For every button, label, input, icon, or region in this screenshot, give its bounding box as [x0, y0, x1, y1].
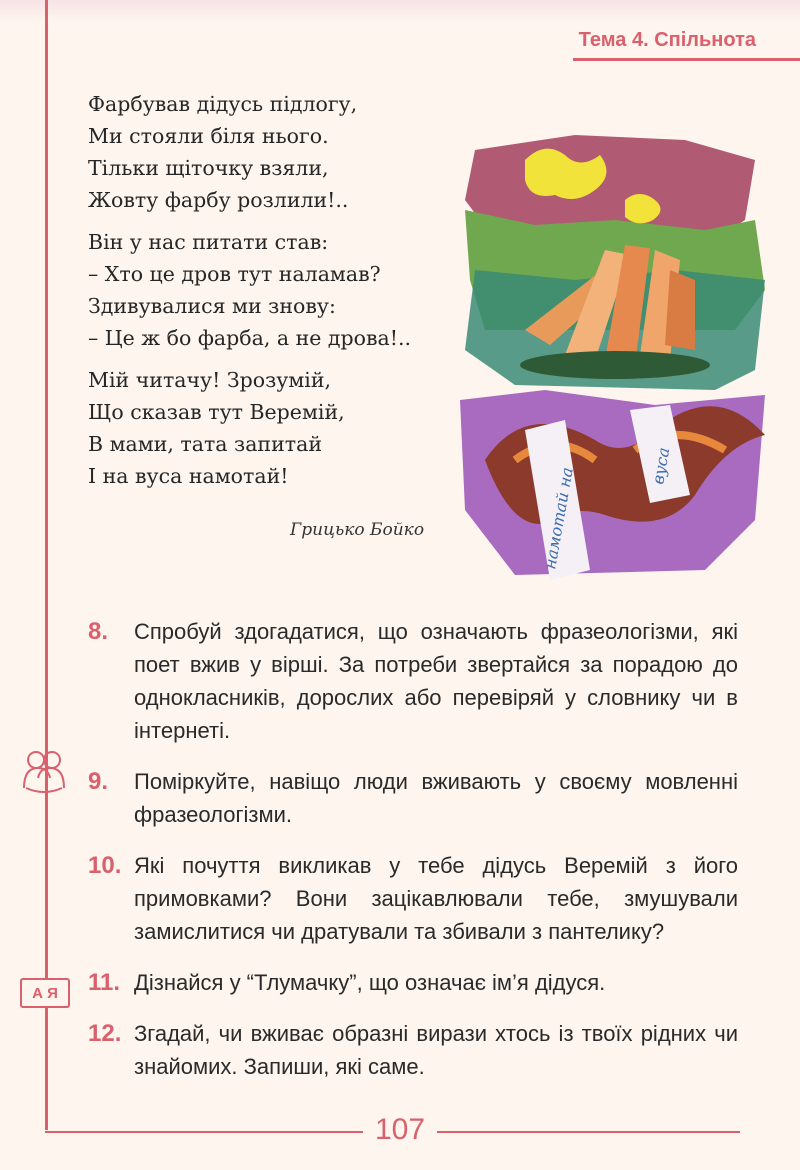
poem-line: Фарбував дідусь підлогу, [88, 92, 358, 116]
task-number: 12. [88, 1020, 122, 1047]
task-item [88, 1017, 738, 1083]
poem-illustration [455, 130, 775, 590]
margin-line [45, 0, 48, 1130]
poem-line: Жовту фарбу розлили!.. [88, 188, 349, 212]
dictionary-icon [20, 978, 70, 1008]
header [579, 20, 800, 60]
poem-stanza [88, 226, 468, 354]
task-item [88, 966, 738, 999]
poem-stanza [88, 364, 468, 492]
task-text: Дізнайся у “Тлумачку”, що означає ім’я дідуся. [134, 970, 606, 995]
poem-line: І на вуса намотай! [88, 464, 289, 488]
poem-line: В мами, тата запитай [88, 432, 322, 456]
footer-rule-left [45, 1131, 363, 1133]
task-number: 11. [88, 969, 121, 996]
task-text: Згадай, чи вживає образні вирази хтось із твоїх рідних чи знайомих. Запиши, які саме. [134, 1021, 738, 1079]
footer-rule-right [437, 1131, 740, 1133]
poem-line: Він у нас питати став: [88, 230, 329, 254]
task-text: Спробуй здогадатися, що означають фразеологізми, які поет вжив у вірші. За потреби звертайся за порадою до однокласників, дорослих або перевіряй у словнику чи в інтернеті. [134, 619, 738, 743]
ribbon-text-right: вуса [648, 445, 674, 486]
task-list [88, 615, 738, 1101]
page-number: 107 [374, 1113, 426, 1146]
poem [88, 88, 468, 502]
poem-line: – Хто це дров тут наламав? [88, 262, 381, 286]
header-rule [573, 58, 800, 61]
poem-line: Що сказав тут Веремій, [88, 400, 345, 424]
task-item [88, 615, 738, 747]
task-item [88, 849, 738, 948]
ribbon-text-left: намотай на [540, 465, 577, 571]
task-text: Які почуття викликав у тебе дідусь Веремій з його примовками? Вони зацікавлювали тебе, змушували замислитися чи дратували та збивали з пантелику? [134, 853, 738, 944]
poem-line: – Це ж бо фарба, а не дрова!.. [88, 326, 412, 350]
task-text: Поміркуйте, навіщо люди вживають у своєму мовленні фразеологізми. [134, 769, 738, 827]
page-top-band [0, 0, 800, 22]
dictionary-icon-label: А Я [32, 984, 58, 1002]
poem-author: Грицько Бойко [290, 520, 425, 540]
pair-work-icon [20, 748, 68, 796]
poem-stanza [88, 88, 468, 216]
task-item [88, 765, 738, 831]
task-number: 8. [88, 618, 109, 645]
task-number: 9. [88, 768, 109, 795]
poem-line: Тільки щіточку взяли, [88, 156, 329, 180]
topic-title: Тема 4. Спільнота [578, 28, 756, 51]
task-number: 10. [88, 852, 122, 879]
poem-line: Ми стояли біля нього. [88, 124, 329, 148]
poem-line: Мій читачу! Зрозумій, [88, 368, 332, 392]
poem-line: Здивувалися ми знову: [88, 294, 336, 318]
